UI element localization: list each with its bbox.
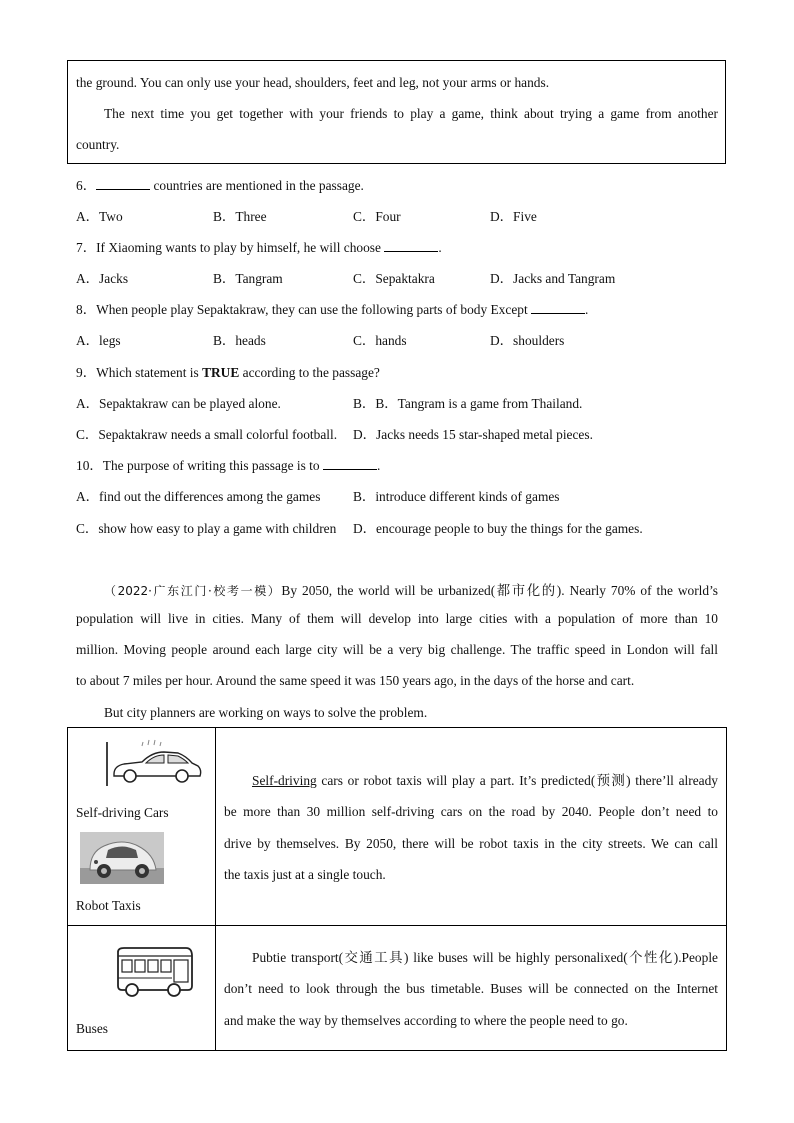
table-cell-text — [216, 728, 727, 926]
option-d: D．encourage people to buy the things for the games. — [353, 521, 643, 536]
question-8 — [76, 299, 588, 318]
question-text: When people play Sepaktakraw, they can use the following parts of body Except — [96, 302, 532, 317]
label-buses: Buses — [76, 1021, 108, 1036]
table-cell-label — [68, 926, 216, 1051]
passage-line: to about 7 miles per hour. Around the same speed it was 150 years ago, in the days of the horse and cart. — [76, 673, 635, 688]
robot-taxi-image — [80, 832, 164, 884]
buses-description — [224, 942, 718, 1036]
question-number: 7． — [76, 240, 97, 255]
car-icon — [102, 736, 202, 788]
option-c: C．Four — [353, 209, 401, 224]
passage-line: The next time you get together with your friends to play a game, think about trying a game from another — [104, 106, 718, 121]
question-9 — [76, 362, 380, 381]
question-number: 9． — [76, 365, 97, 380]
option-c: C．Sepaktakraw needs a small colorful football. — [76, 427, 338, 442]
question-text: If Xiaoming wants to play by himself, he will choose — [96, 240, 385, 255]
answer-blank — [384, 239, 438, 252]
passage-line: population will live in cities. Many of them will develop into large cities with a population of more than 10 — [76, 611, 718, 626]
option-b: B．B．Tangram is a game from Thailand. — [353, 396, 583, 411]
passage-line: the ground. You can only use your head, shoulders, feet and leg, not your arms or hands. — [76, 75, 550, 90]
option-c: C．hands — [353, 333, 407, 348]
question-10 — [76, 455, 380, 474]
answer-blank — [96, 177, 150, 190]
transport-table — [67, 727, 727, 1051]
question-text: . — [376, 458, 381, 473]
self-driving-description — [224, 765, 718, 890]
option-c: C．Sepaktakra — [353, 271, 435, 286]
question-7 — [76, 237, 442, 256]
option-a: A．Jacks — [76, 271, 129, 286]
text-line: don’t need to look through the bus timetable. Buses will be connected on the Internet — [224, 981, 718, 997]
label-robot-taxis: Robot Taxis — [76, 898, 141, 913]
question-number: 8． — [76, 302, 97, 317]
question-6 — [76, 175, 364, 194]
option-b: B．heads — [213, 333, 266, 348]
table-row — [68, 728, 727, 926]
question-text: The purpose of writing this passage is to — [102, 458, 323, 473]
option-b: B．introduce different kinds of games — [353, 489, 560, 504]
question-number: 6． — [76, 178, 97, 193]
underlined-term: Self-driving — [252, 773, 317, 788]
question-emphasis: TRUE — [202, 365, 240, 380]
question-text: . — [438, 240, 442, 255]
option-a: A．legs — [76, 333, 121, 348]
bus-icon — [114, 946, 196, 1000]
option-a: A．Two — [76, 209, 123, 224]
text-line: the taxis just at a single touch. — [224, 866, 386, 882]
source-tag: （2022·广东江门·校考一模） — [104, 584, 282, 598]
answer-blank — [323, 457, 377, 470]
option-d: D．Jacks and Tangram — [490, 271, 616, 286]
question-text: countries are mentioned in the passage. — [150, 178, 364, 193]
passage-text: By 2050, the world will be urbanized(都市化的). Nearly 70% of the world’s — [281, 583, 719, 598]
label-self-driving: Self-driving Cars — [76, 805, 169, 820]
passage-line — [104, 580, 718, 599]
table-cell-label — [68, 728, 216, 926]
option-c: C．show how easy to play a game with children — [76, 521, 337, 536]
question-text: according to the passage? — [239, 365, 380, 380]
question-text: Which statement is — [96, 365, 203, 380]
option-b: B．Three — [213, 209, 267, 224]
question-number: 10． — [76, 458, 103, 473]
table-cell-text — [216, 926, 727, 1051]
text-line: Pubtie transport(交通工具) like buses will be highly personalixed(个性化).People — [252, 950, 718, 965]
text-line: and make the way by themselves according to where the people need to go. — [224, 1012, 628, 1028]
text-line: be more than 30 million self-driving cars on the road by 2040. People don’t need to — [224, 804, 718, 820]
answer-blank — [531, 301, 585, 314]
option-a: A．find out the differences among the games — [76, 489, 321, 504]
option-d: D．Jacks needs 15 star-shaped metal pieces. — [353, 427, 593, 442]
table-row — [68, 926, 727, 1051]
option-d: D．Five — [490, 209, 537, 224]
text-line: drive by themselves. By 2050, there will be robot taxis in the city streets. We can call — [224, 835, 718, 851]
text-fragment: cars or robot taxis will play a part. It’s predicted(预测) there’ll already — [316, 773, 718, 788]
text-line — [224, 765, 718, 796]
option-d: D．shoulders — [490, 333, 565, 348]
option-a: A．Sepaktakraw can be played alone. — [76, 396, 281, 411]
question-text: . — [585, 302, 589, 317]
passage-line: But city planners are working on ways to solve the problem. — [104, 705, 428, 720]
passage-line: million. Moving people around each large city will be a very big challenge. The traffic speed in London will fall — [76, 642, 718, 657]
option-b: B．Tangram — [213, 271, 283, 286]
passage-line: country. — [76, 137, 120, 152]
